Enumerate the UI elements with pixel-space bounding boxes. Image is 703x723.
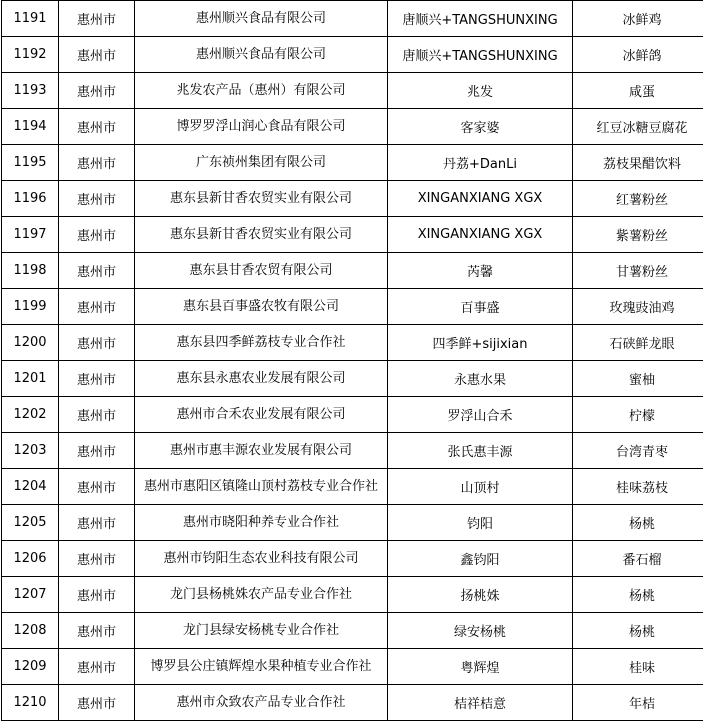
brand-cell [388,577,573,613]
row-number [2,685,59,721]
company-cell-text: 惠东县新甘香农贸实业有限公司 [169,227,352,242]
brand-cell-text: 芮馨 [466,265,493,280]
row-number-text: 1209 [13,659,47,674]
product-cell-text: 冰鲜鸡 [622,13,662,28]
city-cell-text: 惠州市 [76,193,116,208]
row-number-text: 1204 [13,479,47,494]
brand-cell [388,253,573,289]
product-cell [573,325,703,361]
row-number-text: 1197 [13,227,47,242]
row-number [2,505,59,541]
row-number-text: 1208 [13,623,47,638]
city-cell-text: 惠州市 [76,157,116,172]
product-cell [573,685,703,721]
city-cell [59,397,135,433]
product-cell-text: 杨桃 [628,625,655,640]
company-cell-text: 惠东县永惠农业发展有限公司 [176,371,346,386]
row-number [2,397,59,433]
row-number [2,289,59,325]
product-table [1,0,703,721]
row-number-text: 1206 [13,551,47,566]
row-number [2,361,59,397]
city-cell [59,37,135,73]
company-cell [135,181,388,217]
row-number [2,577,59,613]
product-cell [573,217,703,253]
brand-cell-text: 客家婆 [460,121,500,136]
brand-cell [388,541,573,577]
product-cell-text: 蜜柚 [628,373,655,388]
brand-cell [388,145,573,181]
city-cell-text: 惠州市 [76,625,116,640]
brand-cell-text: 四季鲜+sijixian [432,337,528,352]
city-cell-text: 惠州市 [76,481,116,496]
row-number-text: 1195 [13,155,47,170]
row-number [2,217,59,253]
product-cell [573,505,703,541]
brand-cell [388,289,573,325]
city-cell-text: 惠州市 [76,697,116,712]
city-cell-text: 惠州市 [76,121,116,136]
row-number-text: 1192 [13,47,47,62]
brand-cell [388,361,573,397]
city-cell-text: 惠州市 [76,589,116,604]
product-cell-text: 柠檬 [628,409,655,424]
product-cell-text: 桂味 [628,661,655,676]
table-row [2,613,703,649]
company-cell [135,397,388,433]
city-cell [59,145,135,181]
company-cell [135,289,388,325]
city-cell-text: 惠州市 [76,85,116,100]
table-row [2,541,703,577]
row-number [2,649,59,685]
product-cell-text: 甘薯粉丝 [615,265,668,280]
product-cell-text: 红薯粉丝 [615,193,668,208]
row-number [2,469,59,505]
brand-cell-text: 兆发 [466,85,493,100]
city-cell-text: 惠州市 [76,265,116,280]
city-cell [59,541,135,577]
company-cell [135,505,388,541]
table-row [2,577,703,613]
brand-cell [388,613,573,649]
product-cell [573,145,703,181]
product-cell-text: 杨桃 [628,517,655,532]
product-cell [573,73,703,109]
row-number [2,253,59,289]
table-row [2,109,703,145]
city-cell-text: 惠州市 [76,49,116,64]
product-cell-text: 冰鲜鸽 [622,49,662,64]
company-cell-text: 龙门县绿安杨桃专业合作社 [182,623,339,638]
table-row [2,1,703,37]
company-cell-text: 博罗罗浮山润心食品有限公司 [176,119,346,134]
company-cell [135,541,388,577]
row-number-text: 1196 [13,191,47,206]
row-number-text: 1202 [13,407,47,422]
row-number-text: 1194 [13,119,47,134]
product-cell [573,433,703,469]
brand-cell [388,397,573,433]
city-cell [59,433,135,469]
product-cell [573,37,703,73]
company-cell [135,217,388,253]
brand-cell-text: 丹荔+DanLi [443,157,517,172]
company-cell-text: 惠东县甘香农贸有限公司 [189,263,333,278]
brand-cell [388,109,573,145]
city-cell [59,289,135,325]
row-number [2,145,59,181]
brand-cell-text: 绿安杨桃 [453,625,506,640]
table-row [2,433,703,469]
table-row [2,325,703,361]
table-body [2,1,703,721]
row-number-text: 1199 [13,299,47,314]
city-cell-text: 惠州市 [76,13,116,28]
product-cell [573,289,703,325]
product-cell [573,469,703,505]
product-cell-text: 石硖鲜龙眼 [609,337,675,352]
city-cell [59,109,135,145]
brand-cell-text: 桔祥桔意 [453,697,506,712]
brand-cell [388,685,573,721]
row-number-text: 1207 [13,587,47,602]
product-cell-text: 年桔 [628,697,655,712]
brand-cell-text: XINGANXIANG XGX [417,191,543,206]
company-cell [135,577,388,613]
company-cell [135,253,388,289]
product-cell-text: 台湾青枣 [615,445,668,460]
table-row [2,649,703,685]
city-cell-text: 惠州市 [76,229,116,244]
brand-cell-text: 扬桃姝 [460,589,500,604]
company-cell-text: 惠东县百事盛农牧有限公司 [182,299,339,314]
company-cell [135,613,388,649]
product-cell-text: 荔枝果醋饮料 [602,157,681,172]
table-row [2,505,703,541]
company-cell-text: 惠州市钧阳生态农业科技有限公司 [163,551,359,566]
company-cell [135,109,388,145]
product-cell-text: 咸蛋 [628,85,655,100]
table-row [2,289,703,325]
row-number [2,1,59,37]
brand-cell [388,505,573,541]
brand-cell-text: 鑫钧阳 [460,553,500,568]
brand-cell [388,181,573,217]
company-cell [135,1,388,37]
company-cell [135,469,388,505]
city-cell-text: 惠州市 [76,409,116,424]
row-number [2,433,59,469]
city-cell-text: 惠州市 [76,445,116,460]
row-number-text: 1193 [13,83,47,98]
product-cell-text: 红豆冰糖豆腐花 [596,121,688,136]
table-row [2,253,703,289]
row-number-text: 1210 [13,695,47,710]
product-cell [573,649,703,685]
brand-cell-text: 唐顺兴+TANGSHUNXING [402,49,558,64]
product-cell [573,397,703,433]
brand-cell [388,649,573,685]
row-number-text: 1201 [13,371,47,386]
brand-cell-text: XINGANXIANG XGX [417,227,543,242]
company-cell [135,325,388,361]
brand-cell-text: 百事盛 [460,301,500,316]
brand-cell [388,469,573,505]
row-number [2,613,59,649]
row-number [2,541,59,577]
city-cell [59,181,135,217]
company-cell-text: 惠州顺兴食品有限公司 [195,47,326,62]
brand-cell-text: 永惠水果 [453,373,506,388]
city-cell [59,253,135,289]
city-cell-text: 惠州市 [76,373,116,388]
brand-cell-text: 粤辉煌 [460,661,500,676]
row-number [2,73,59,109]
company-cell-text: 惠州顺兴食品有限公司 [195,11,326,26]
company-cell-text: 惠州市晓阳种养专业合作社 [182,515,339,530]
table-row [2,361,703,397]
brand-cell [388,73,573,109]
city-cell [59,73,135,109]
company-cell [135,649,388,685]
product-cell [573,109,703,145]
row-number [2,181,59,217]
product-cell-text: 紫薯粉丝 [615,229,668,244]
city-cell [59,325,135,361]
city-cell-text: 惠州市 [76,301,116,316]
company-cell-text: 龙门县杨桃姝农产品专业合作社 [169,587,352,602]
row-number-text: 1198 [13,263,47,278]
brand-cell-text: 罗浮山合禾 [447,409,513,424]
company-cell-text: 博罗县公庄镇辉煌水果种植专业合作社 [150,659,372,674]
city-cell [59,613,135,649]
product-cell-text: 番石榴 [622,553,662,568]
row-number [2,109,59,145]
table-row [2,685,703,721]
company-cell [135,145,388,181]
brand-cell-text: 唐顺兴+TANGSHUNXING [402,13,558,28]
product-cell [573,577,703,613]
city-cell [59,685,135,721]
city-cell [59,361,135,397]
product-cell [573,361,703,397]
company-cell [135,433,388,469]
company-cell-text: 惠州市合禾农业发展有限公司 [176,407,346,422]
product-cell [573,613,703,649]
brand-cell-text: 张氏惠丰源 [447,445,513,460]
table-row [2,37,703,73]
table-row [2,181,703,217]
product-cell [573,541,703,577]
brand-cell [388,433,573,469]
company-cell [135,73,388,109]
row-number-text: 1200 [13,335,47,350]
brand-cell [388,325,573,361]
company-cell [135,685,388,721]
company-cell-text: 惠东县四季鲜荔枝专业合作社 [176,335,346,350]
table-row [2,217,703,253]
city-cell [59,469,135,505]
row-number-text: 1191 [13,11,47,26]
city-cell [59,217,135,253]
company-cell-text: 惠州市众致农产品专业合作社 [176,695,346,710]
company-cell-text: 广东祯州集团有限公司 [195,155,326,170]
row-number-text: 1203 [13,443,47,458]
product-cell [573,253,703,289]
row-number-text: 1205 [13,515,47,530]
brand-cell [388,37,573,73]
table-row [2,397,703,433]
city-cell [59,1,135,37]
product-cell [573,1,703,37]
brand-cell [388,1,573,37]
company-cell-text: 惠东县新甘香农贸实业有限公司 [169,191,352,206]
city-cell-text: 惠州市 [76,661,116,676]
brand-cell-text: 山顶村 [460,481,500,496]
company-cell-text: 惠州市惠丰源农业发展有限公司 [169,443,352,458]
company-cell [135,37,388,73]
row-number [2,325,59,361]
product-cell-text: 桂味荔枝 [615,481,668,496]
city-cell [59,505,135,541]
company-cell [135,361,388,397]
city-cell-text: 惠州市 [76,517,116,532]
table-row [2,73,703,109]
row-number [2,37,59,73]
company-cell-text: 兆发农产品（惠州）有限公司 [176,83,346,98]
product-cell-text: 玫瑰豉油鸡 [609,301,675,316]
product-cell [573,181,703,217]
brand-cell [388,217,573,253]
table-row [2,469,703,505]
company-cell-text: 惠州市惠阳区镇隆山顶村荔枝专业合作社 [143,479,378,494]
city-cell-text: 惠州市 [76,337,116,352]
brand-cell-text: 钧阳 [466,517,493,532]
city-cell-text: 惠州市 [76,553,116,568]
city-cell [59,649,135,685]
table-row [2,145,703,181]
product-cell-text: 杨桃 [628,589,655,604]
city-cell [59,577,135,613]
